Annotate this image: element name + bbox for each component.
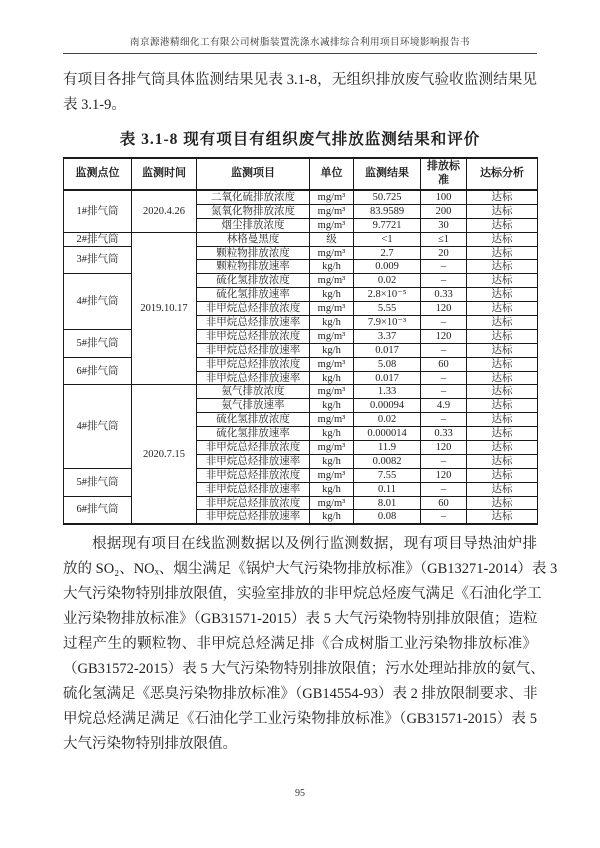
- table-cell: 0.11: [354, 482, 421, 496]
- table-cell: 氨气排放速率: [197, 399, 310, 413]
- table-cell: 7.9×10⁻³: [354, 316, 421, 330]
- table-cell: 60: [421, 357, 467, 371]
- table-cell: ≤1: [421, 232, 467, 246]
- table-cell: –: [421, 260, 467, 274]
- table-cell: 达标: [467, 427, 538, 441]
- table-cell: 达标: [467, 260, 538, 274]
- table-cell: kg/h: [310, 454, 354, 468]
- table-row: [64, 232, 538, 246]
- table-cell: 达标: [467, 302, 538, 316]
- table-cell: 非甲烷总烃排放速率: [197, 482, 310, 496]
- table-cell: 5#排气筒: [64, 329, 132, 357]
- column-header: 监测项目: [197, 158, 310, 190]
- table-cell: 1#排气筒: [64, 190, 132, 232]
- text-line: 大气污染物特别排放限值。: [63, 736, 237, 753]
- table-cell: 6#排气筒: [64, 357, 132, 385]
- table-cell: kg/h: [310, 260, 354, 274]
- table-cell: 83.9589: [354, 204, 421, 218]
- table-cell: 硫化氢排放速率: [197, 427, 310, 441]
- table-cell: 非甲烷总烃排放速率: [197, 510, 310, 524]
- text-line: 大气污染物特别排放限值，实验室排放的非甲烷总烃废气满足《石油化学工: [63, 586, 542, 603]
- table-cell: kg/h: [310, 399, 354, 413]
- table-cell: 50.725: [354, 190, 421, 204]
- analysis-paragraph: [63, 532, 558, 757]
- text-line: 甲烷总烃满足满足《石油化学工业污染物排放标准》（GB31571-2015）表 5: [63, 711, 537, 728]
- table-cell: 3.37: [354, 329, 421, 343]
- table-cell: 0.33: [421, 288, 467, 302]
- table-cell: mg/m³: [310, 413, 354, 427]
- table-cell: kg/h: [310, 427, 354, 441]
- table-cell: 5#排气筒: [64, 468, 132, 496]
- table-cell: 非甲烷总烃排放浓度: [197, 302, 310, 316]
- table-cell: 达标: [467, 329, 538, 343]
- table-cell: 硫化氢排放浓度: [197, 274, 310, 288]
- table-cell: 达标: [467, 190, 538, 204]
- column-header: 监测点位: [64, 158, 132, 190]
- table-row: [64, 190, 538, 204]
- table-cell: 非甲烷总烃排放速率: [197, 316, 310, 330]
- table-cell: 120: [421, 441, 467, 455]
- table-cell: –: [421, 482, 467, 496]
- table-cell: 120: [421, 302, 467, 316]
- table-cell: 非甲烷总烃排放速率: [197, 343, 310, 357]
- table-cell: 烟尘排放浓度: [197, 218, 310, 232]
- table-cell: –: [421, 413, 467, 427]
- table-cell: 2#排气筒: [64, 232, 132, 246]
- table-cell: kg/h: [310, 343, 354, 357]
- table-cell: 2.8×10⁻⁵: [354, 288, 421, 302]
- column-header: 排放标准: [421, 158, 467, 190]
- table-cell: 30: [421, 218, 467, 232]
- table-cell: 0.00094: [354, 399, 421, 413]
- table-cell: mg/m³: [310, 385, 354, 399]
- page-header-title: 南京源港精细化工有限公司树脂装置洗涤水减排综合利用项目环境影响报告书: [63, 34, 537, 54]
- table-cell: mg/m³: [310, 302, 354, 316]
- monitor-table-body: [64, 190, 538, 524]
- page-content: [63, 58, 558, 757]
- text-line: （GB31572-2015）表 5 大气污染物特别排放限值；污水处理站排放的氨气、: [63, 661, 545, 678]
- table-cell: 0.0082: [354, 454, 421, 468]
- table-cell: 0.33: [421, 427, 467, 441]
- page-number: 95: [295, 788, 305, 799]
- table-cell: 达标: [467, 385, 538, 399]
- table-cell: 达标: [467, 496, 538, 510]
- table-cell: 20: [421, 246, 467, 260]
- table-cell: 4#排气筒: [64, 385, 132, 468]
- table-cell: 达标: [467, 246, 538, 260]
- table-cell: 达标: [467, 454, 538, 468]
- table-cell: 60: [421, 496, 467, 510]
- table-cell: mg/m³: [310, 496, 354, 510]
- table-cell: 2.7: [354, 246, 421, 260]
- table-cell: kg/h: [310, 510, 354, 524]
- text-line: 根据现有项目在线监测数据以及例行监测数据，现有项目导热油炉排: [92, 536, 537, 553]
- table-cell: kg/h: [310, 288, 354, 302]
- table-cell: 0.017: [354, 343, 421, 357]
- table-cell: 11.9: [354, 441, 421, 455]
- table-cell: 4#排气筒: [64, 274, 132, 330]
- table-cell: 硫化氢排放浓度: [197, 413, 310, 427]
- table-cell: 120: [421, 329, 467, 343]
- table-cell: –: [421, 316, 467, 330]
- table-cell: kg/h: [310, 482, 354, 496]
- table-cell: 达标: [467, 399, 538, 413]
- table-cell: mg/m³: [310, 441, 354, 455]
- table-cell: 达标: [467, 316, 538, 330]
- table-cell: 非甲烷总烃排放浓度: [197, 329, 310, 343]
- text-line: 业污染物排放标准》（GB31571-2015）表 5 大气污染物特别排放限值；造粒: [63, 611, 538, 628]
- table-cell: 二氧化硫排放浓度: [197, 190, 310, 204]
- table-cell: 氨气排放浓度: [197, 385, 310, 399]
- table-cell: 0.08: [354, 510, 421, 524]
- table-cell: 非甲烷总烃排放速率: [197, 454, 310, 468]
- table-cell: mg/m³: [310, 246, 354, 260]
- table-cell: 0.009: [354, 260, 421, 274]
- table-cell: –: [421, 343, 467, 357]
- table-cell: 5.08: [354, 357, 421, 371]
- intro-paragraph: [63, 68, 537, 118]
- table-cell: 林格曼黑度: [197, 232, 310, 246]
- text-line: 硫化氢满足《恶臭污染物排放标准》（GB14554-93）表 2 排放限制要求、非: [63, 686, 538, 703]
- table-cell: 0.017: [354, 371, 421, 385]
- table-cell: 达标: [467, 218, 538, 232]
- table-cell: 4.9: [421, 399, 467, 413]
- table-cell: 达标: [467, 371, 538, 385]
- table-cell: 非甲烷总烃排放浓度: [197, 468, 310, 482]
- table-cell: 达标: [467, 510, 538, 524]
- table-cell: 8.01: [354, 496, 421, 510]
- table-cell: 达标: [467, 288, 538, 302]
- table-cell: –: [421, 274, 467, 288]
- table-cell: 硫化氢排放速率: [197, 288, 310, 302]
- table-cell: 达标: [467, 441, 538, 455]
- table-cell: 达标: [467, 413, 538, 427]
- table-cell: 6#排气筒: [64, 496, 132, 524]
- table-cell: 达标: [467, 204, 538, 218]
- table-cell: 100: [421, 190, 467, 204]
- table-cell: 达标: [467, 357, 538, 371]
- table-cell: 120: [421, 468, 467, 482]
- table-cell: 0.02: [354, 413, 421, 427]
- table-header-row: [64, 158, 538, 190]
- monitor-table: [63, 157, 538, 525]
- table-cell: 达标: [467, 343, 538, 357]
- table-cell: mg/m³: [310, 204, 354, 218]
- table-cell: mg/m³: [310, 357, 354, 371]
- table-cell: mg/m³: [310, 218, 354, 232]
- table-cell: mg/m³: [310, 329, 354, 343]
- table-cell: 9.7721: [354, 218, 421, 232]
- table-row: [64, 385, 538, 399]
- table-cell: 0.000014: [354, 427, 421, 441]
- table-cell: 达标: [467, 468, 538, 482]
- table-cell: mg/m³: [310, 274, 354, 288]
- table-title: 表 3.1-8 现有项目有组织废气排放监测结果和评价: [119, 131, 481, 148]
- table-cell: 氮氧化物排放浓度: [197, 204, 310, 218]
- table-cell: –: [421, 510, 467, 524]
- table-cell: 2020.4.26: [132, 190, 197, 232]
- table-cell: mg/m³: [310, 190, 354, 204]
- table-cell: 级: [310, 232, 354, 246]
- table-cell: 2020.7.15: [132, 385, 197, 524]
- column-header: 达标分析: [467, 158, 538, 190]
- table-cell: 3#排气筒: [64, 246, 132, 274]
- table-cell: 0.02: [354, 274, 421, 288]
- column-header: 单位: [310, 158, 354, 190]
- column-header: 监测结果: [354, 158, 421, 190]
- table-cell: 非甲烷总烃排放浓度: [197, 496, 310, 510]
- table-cell: 7.55: [354, 468, 421, 482]
- column-header: 监测时间: [132, 158, 197, 190]
- table-cell: 非甲烷总烃排放浓度: [197, 441, 310, 455]
- table-cell: kg/h: [310, 316, 354, 330]
- text-line: 过程产生的颗粒物、非甲烷总烃满足排《合成树脂工业污染物排放标准》: [63, 636, 537, 653]
- table-cell: 非甲烷总烃排放速率: [197, 371, 310, 385]
- table-cell: 达标: [467, 274, 538, 288]
- table-cell: mg/m³: [310, 468, 354, 482]
- table-cell: 2019.10.17: [132, 232, 197, 385]
- text-line: 有项目各排气筒具体监测结果见表 3.1-8，无组织排放废气验收监测结果见: [63, 72, 537, 88]
- text-line: 表 3.1-9。: [63, 97, 126, 113]
- table-cell: –: [421, 371, 467, 385]
- table-cell: 200: [421, 204, 467, 218]
- table-cell: –: [421, 385, 467, 399]
- text-line: 放的 SO₂、NOₓ、烟尘满足《锅炉大气污染物排放标准》（GB13271-2014）表 3: [63, 561, 558, 578]
- table-cell: 颗粒物排放速率: [197, 260, 310, 274]
- table-cell: –: [421, 454, 467, 468]
- table-cell: 达标: [467, 232, 538, 246]
- monitor-table-head: [64, 158, 538, 190]
- table-cell: 非甲烷总烃排放浓度: [197, 357, 310, 371]
- table-cell: 1.33: [354, 385, 421, 399]
- table-cell: 颗粒物排放浓度: [197, 246, 310, 260]
- table-cell: kg/h: [310, 371, 354, 385]
- table-cell: 达标: [467, 482, 538, 496]
- table-cell: <1: [354, 232, 421, 246]
- table-cell: 5.55: [354, 302, 421, 316]
